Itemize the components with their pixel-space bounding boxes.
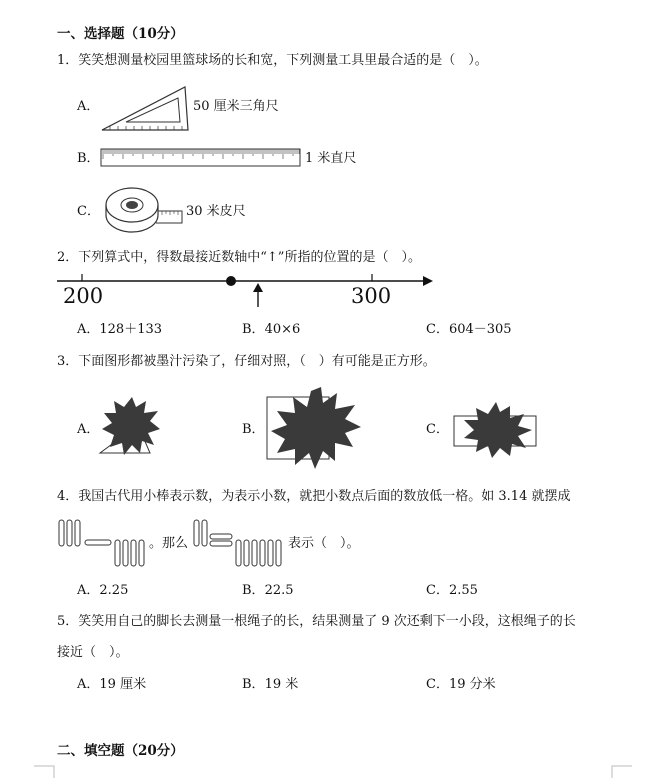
question-2-text: 2．下列算式中，得数最接近数轴中“↑”所指的位置的是（ ）。: [57, 250, 421, 265]
question-5-text: 5．笑笑用自己的脚长去测量一根绳子的长，结果测量了 9 次还剩下一小段，这根绳子的长: [57, 614, 576, 629]
number-line-end-label: 300: [351, 284, 392, 308]
q1-option-a-label: 50 厘米三角尺: [193, 99, 279, 114]
question-4-line2-a: 。那么: [149, 536, 189, 551]
q1-option-c-label: 30 米皮尺: [186, 204, 246, 219]
ink-blot-rectangle-tall-figure: [265, 385, 363, 473]
q5-option-c: C．19 分米: [426, 677, 496, 692]
rod-numeral-3-14: [57, 518, 149, 568]
q1-option-a-letter: A．: [77, 99, 100, 114]
q1-option-b-letter: B．: [77, 151, 100, 166]
q3-option-a-letter: A．: [77, 422, 100, 437]
straight-ruler-icon: [100, 148, 302, 168]
q5-option-a: A．19 厘米: [77, 677, 147, 692]
section-title-choice: 一、选择题（10分）: [57, 26, 184, 42]
rod-numeral-question: [192, 518, 288, 568]
q4-option-a: A．2.25: [77, 583, 129, 598]
q4-option-c: C．2.55: [426, 583, 478, 598]
q1-option-c-letter: C．: [77, 204, 100, 219]
number-line-start-label: 200: [63, 284, 104, 308]
q2-option-c: C．604－305: [426, 322, 512, 337]
q3-option-c-letter: C．: [426, 422, 449, 437]
page-corner-mark-right: [610, 764, 632, 778]
q2-option-b: B．40×6: [242, 322, 301, 337]
section-title-fill-blank: 二、填空题（20分）: [57, 743, 184, 759]
q1-option-b-label: 1 米直尺: [305, 151, 357, 166]
q4-option-b: B．22.5: [242, 583, 294, 598]
page-corner-mark-left: [34, 764, 56, 778]
ink-blot-triangle-figure: [98, 395, 163, 457]
question-4-line2-b: 表示（ ）。: [288, 536, 360, 551]
ink-blot-rectangle-wide-figure: [452, 400, 540, 458]
triangle-ruler-icon: [100, 83, 192, 133]
question-1-text: 1．笑笑想测量校园里篮球场的长和宽，下列测量工具里最合适的是（ ）。: [57, 53, 488, 68]
q5-option-b: B．19 米: [242, 677, 299, 692]
tape-measure-icon: [104, 183, 184, 235]
q3-option-b-letter: B．: [242, 422, 265, 437]
question-4-text: 4．我国古代用小棒表示数，为表示小数，就把小数点后面的数放低一格。如 3.14 就摆成: [57, 489, 571, 504]
number-line-dot: [226, 276, 236, 286]
q2-option-a: A．128＋133: [77, 322, 163, 337]
question-5-text-line2: 接近（ ）。: [57, 645, 129, 660]
question-3-text: 3．下面图形都被墨汁污染了，仔细对照，（ ）有可能是正方形。: [57, 354, 436, 369]
